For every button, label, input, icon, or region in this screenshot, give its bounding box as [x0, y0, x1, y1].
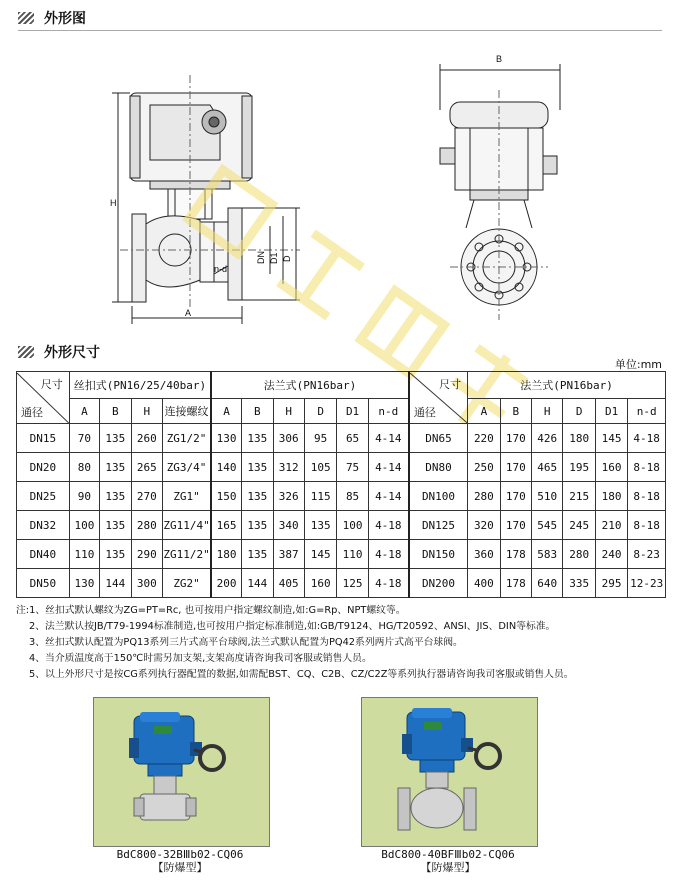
table-cell-a: 110 [69, 540, 99, 569]
table-cell-dn2: DN150 [409, 540, 468, 569]
table-row [17, 540, 666, 569]
table-cell-fnd: 4-14 [368, 482, 409, 511]
col-header: H [532, 399, 563, 424]
table-cell-fd1: 85 [337, 482, 368, 511]
table-cell-fd1: 65 [337, 424, 368, 453]
dim-label-b: B [496, 54, 503, 64]
table-cell-dn2: DN80 [409, 453, 468, 482]
table-cell-b: 135 [100, 482, 131, 511]
outline-drawings [0, 30, 680, 335]
table-cell-fd1: 125 [337, 569, 368, 598]
table-cell-fa: 150 [211, 482, 241, 511]
col-header: D1 [595, 399, 627, 424]
table-cell-rb: 170 [500, 453, 531, 482]
table-cell-rd: 195 [563, 453, 595, 482]
side-view-drawing [112, 75, 300, 324]
table-cell-thread: ZG2" [162, 569, 211, 598]
table-corner-left: 尺寸 通径 [17, 372, 70, 424]
table-cell-fh: 405 [273, 569, 304, 598]
table-cell-dn: DN25 [17, 482, 70, 511]
table-cell-fb: 135 [242, 482, 273, 511]
table-cell-thread: ZG1" [162, 482, 211, 511]
table-cell-b: 135 [100, 424, 131, 453]
table-cell-thread: ZG11/2" [162, 540, 211, 569]
table-cell-dn2: DN100 [409, 482, 468, 511]
table-cell-dn: DN40 [17, 540, 70, 569]
table-cell-fd: 105 [304, 453, 336, 482]
table-cell-fa: 140 [211, 453, 241, 482]
table-cell-thread: ZG11/4" [162, 511, 211, 540]
table-cell-h: 270 [131, 482, 162, 511]
table-cell-a: 100 [69, 511, 99, 540]
table-cell-h: 265 [131, 453, 162, 482]
group-header-flanged: 法兰式(PN16bar) [211, 372, 409, 399]
table-row [17, 569, 666, 598]
dim-label-h: H [110, 198, 117, 208]
dim-label-dn: DN [256, 251, 266, 264]
table-cell-rnd: 12-23 [628, 569, 666, 598]
table-cell-ra: 320 [468, 511, 500, 540]
table-cell-rh: 545 [532, 511, 563, 540]
table-cell-rnd: 8-18 [628, 453, 666, 482]
dim-label-a: A [185, 308, 192, 318]
table-cell-fh: 306 [273, 424, 304, 453]
note-item: 3、丝扣式默认配置为PQ13系列三片式高平台球阀,法兰式默认配置为PQ42系列两片式高平台球阀。 [29, 637, 463, 648]
dimension-table [16, 371, 666, 598]
table-cell-h: 290 [131, 540, 162, 569]
valve-actuator-illustration [94, 698, 269, 846]
table-cell-fnd: 4-14 [368, 424, 409, 453]
table-cell-dn2: DN125 [409, 511, 468, 540]
table-cell-rd1: 160 [595, 453, 627, 482]
col-header: A [468, 399, 500, 424]
table-cell-rd1: 180 [595, 482, 627, 511]
table-cell-ra: 250 [468, 453, 500, 482]
table-cell-ra: 360 [468, 540, 500, 569]
product-photo-flanged [361, 697, 538, 847]
section-heading-dimensions [18, 342, 100, 362]
col-header: D [304, 399, 336, 424]
product-caption-threaded [80, 848, 280, 874]
table-cell-rd1: 145 [595, 424, 627, 453]
table-cell-h: 300 [131, 569, 162, 598]
table-cell-fa: 200 [211, 569, 241, 598]
note-item: 注:1、丝扣式默认螺纹为ZG=PT=Rc, 也可按用户指定螺纹制造,如:G=Rp、NPT螺纹等。 [16, 605, 406, 616]
table-cell-fa: 180 [211, 540, 241, 569]
col-header: B [242, 399, 273, 424]
section-marker-icon [18, 12, 34, 24]
table-cell-fd: 95 [304, 424, 336, 453]
table-cell-fa: 165 [211, 511, 241, 540]
table-corner-right: 尺寸 通径 [409, 372, 468, 424]
table-cell-fd: 160 [304, 569, 336, 598]
table-cell-fb: 135 [242, 424, 273, 453]
table-cell-rd: 335 [563, 569, 595, 598]
table-cell-fd: 115 [304, 482, 336, 511]
col-header: A [211, 399, 241, 424]
table-cell-b: 135 [100, 511, 131, 540]
notes [16, 603, 574, 683]
table-cell-rnd: 8-18 [628, 511, 666, 540]
table-cell-dn: DN15 [17, 424, 70, 453]
table-cell-fb: 135 [242, 511, 273, 540]
table-cell-rnd: 8-23 [628, 540, 666, 569]
table-row [17, 511, 666, 540]
product-type: 【防爆型】 [152, 861, 208, 874]
table-cell-fd: 135 [304, 511, 336, 540]
table-cell-a: 90 [69, 482, 99, 511]
table-body [17, 424, 666, 598]
table-cell-rd: 215 [563, 482, 595, 511]
group-header-threaded: 丝扣式(PN16/25/40bar) [69, 372, 211, 399]
table-cell-ra: 220 [468, 424, 500, 453]
group-header-flanged-large: 法兰式(PN16bar) [468, 372, 666, 399]
table-cell-fh: 312 [273, 453, 304, 482]
col-header: A [69, 399, 99, 424]
col-header: H [273, 399, 304, 424]
table-cell-fh: 326 [273, 482, 304, 511]
dim-label-d: D [282, 255, 292, 262]
table-cell-rh: 510 [532, 482, 563, 511]
dim-label-nd: n-d [214, 264, 228, 274]
table-cell-rd: 180 [563, 424, 595, 453]
table-cell-rb: 178 [500, 540, 531, 569]
table-cell-rd1: 295 [595, 569, 627, 598]
table-cell-a: 70 [69, 424, 99, 453]
product-caption-flanged [348, 848, 548, 874]
unit-label: 单位:mm [614, 358, 662, 371]
table-cell-rh: 640 [532, 569, 563, 598]
section-marker-icon [18, 346, 34, 358]
table-cell-h: 280 [131, 511, 162, 540]
col-header: 连接螺纹 [162, 399, 211, 424]
table-cell-a: 80 [69, 453, 99, 482]
product-photo-threaded [93, 697, 270, 847]
table-cell-fb: 135 [242, 453, 273, 482]
table-cell-fnd: 4-14 [368, 453, 409, 482]
table-cell-rh: 465 [532, 453, 563, 482]
table-cell-dn: DN50 [17, 569, 70, 598]
col-header: n-d [368, 399, 409, 424]
table-cell-ra: 400 [468, 569, 500, 598]
product-model: BdC800-32BⅢb02-CQ06 [116, 848, 244, 861]
table-cell-fb: 144 [242, 569, 273, 598]
table-cell-rb: 178 [500, 569, 531, 598]
table-cell-thread: ZG3/4" [162, 453, 211, 482]
table-cell-a: 130 [69, 569, 99, 598]
table-cell-rb: 170 [500, 482, 531, 511]
table-cell-dn2: DN65 [409, 424, 468, 453]
table-cell-fd: 145 [304, 540, 336, 569]
table-cell-b: 144 [100, 569, 131, 598]
section-title-drawing: 外形图 [44, 11, 86, 27]
table-cell-fnd: 4-18 [368, 540, 409, 569]
product-model: BdC800-40BFⅢb02-CQ06 [381, 848, 515, 861]
table-cell-rd: 245 [563, 511, 595, 540]
table-cell-fh: 340 [273, 511, 304, 540]
table-cell-rh: 426 [532, 424, 563, 453]
table-row [17, 424, 666, 453]
table-cell-b: 135 [100, 453, 131, 482]
table-cell-fh: 387 [273, 540, 304, 569]
product-type: 【防爆型】 [420, 861, 476, 874]
section-heading-drawing [18, 8, 86, 28]
note-item: 5、以上外形尺寸是按CG系列执行器配置的数据,如需配BST、CQ、C2B、CZ/C2Z等系列执行器请咨询我司客服或销售人员。 [29, 669, 574, 680]
table-cell-rd1: 240 [595, 540, 627, 569]
table-cell-dn: DN32 [17, 511, 70, 540]
note-item: 4、当介质温度高于150℃时需另加支架,支架高度请咨询我司客服或销售人员。 [29, 653, 372, 664]
table-cell-fa: 130 [211, 424, 241, 453]
table-cell-rnd: 8-18 [628, 482, 666, 511]
table-cell-fd1: 100 [337, 511, 368, 540]
table-cell-fd1: 110 [337, 540, 368, 569]
table-cell-b: 135 [100, 540, 131, 569]
table-cell-h: 260 [131, 424, 162, 453]
table-cell-rb: 170 [500, 511, 531, 540]
table-cell-fnd: 4-18 [368, 569, 409, 598]
note-item: 2、法兰默认按JB/T79-1994标准制造,也可按用户指定标准制造,如:GB/T9124、HG/T20592、ANSI、JIS、DIN等标准。 [29, 621, 556, 632]
table-cell-thread: ZG1/2" [162, 424, 211, 453]
table-cell-rh: 583 [532, 540, 563, 569]
col-header: n-d [628, 399, 666, 424]
table-cell-dn2: DN200 [409, 569, 468, 598]
col-header: B [500, 399, 531, 424]
valve-actuator-illustration [362, 698, 537, 846]
table-row [17, 482, 666, 511]
table-cell-rd: 280 [563, 540, 595, 569]
table-cell-ra: 280 [468, 482, 500, 511]
table-cell-dn: DN20 [17, 453, 70, 482]
dim-label-d1: D1 [269, 252, 279, 264]
table-cell-rd1: 210 [595, 511, 627, 540]
table-cell-rb: 170 [500, 424, 531, 453]
table-cell-fb: 135 [242, 540, 273, 569]
table-row [17, 453, 666, 482]
table-cell-fnd: 4-18 [368, 511, 409, 540]
front-view-drawing [440, 64, 560, 320]
table-cell-fd1: 75 [337, 453, 368, 482]
col-header: D1 [337, 399, 368, 424]
col-header: D [563, 399, 595, 424]
table-cell-rnd: 4-18 [628, 424, 666, 453]
col-header: B [100, 399, 131, 424]
col-header: H [131, 399, 162, 424]
section-title-dimensions: 外形尺寸 [44, 345, 100, 361]
